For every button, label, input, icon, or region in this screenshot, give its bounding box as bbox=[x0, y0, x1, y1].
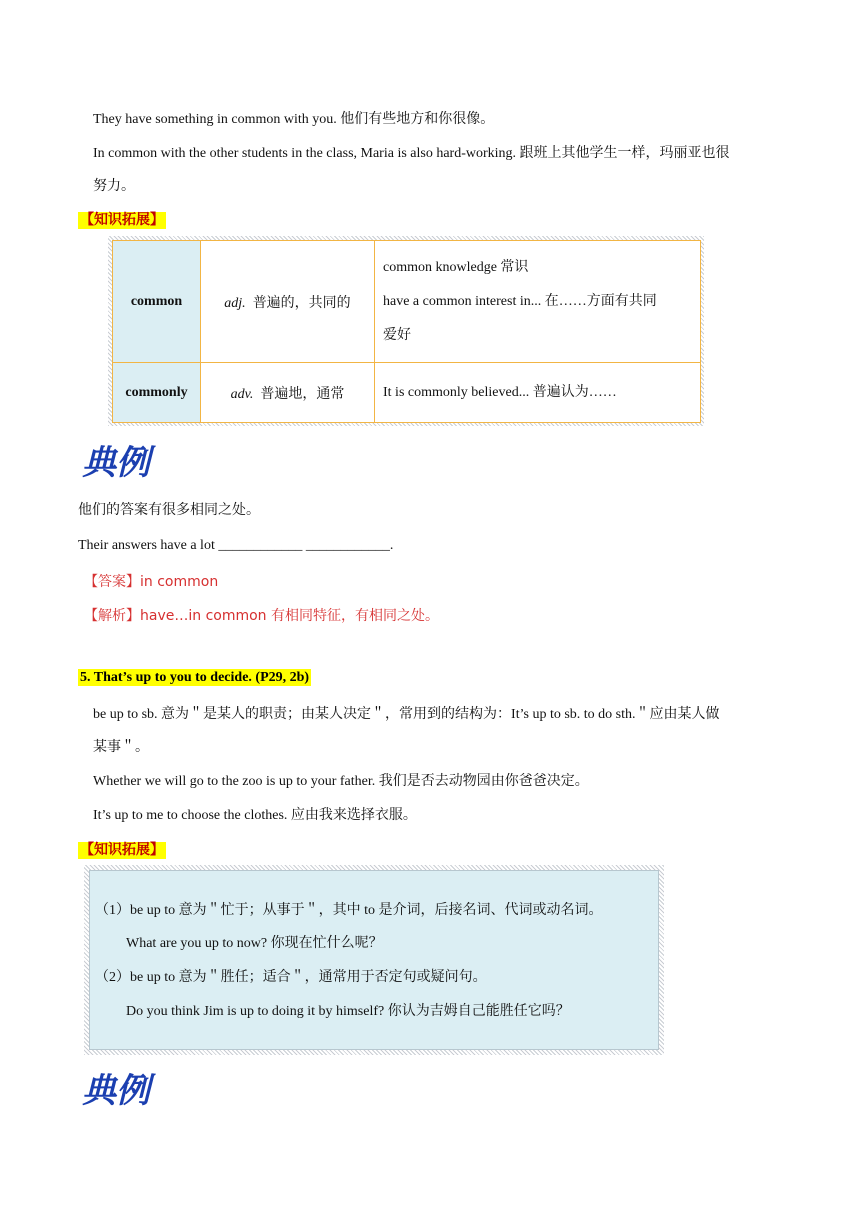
logo-text: 典例 bbox=[82, 443, 150, 482]
example-sentence: It’s up to me to choose the clothes. 应由我来选择衣服。 bbox=[93, 808, 417, 823]
usage-example: What are you up to now? 你现在忙什么呢？ bbox=[126, 936, 383, 951]
usage-example: Do you think Jim is up to doing it by himself? 你认为吉姆自己能胜任它吗？ bbox=[126, 1004, 570, 1019]
example-sentence: In common with the other students in the class, Maria is also hard-working. 跟班上其他学生一样，玛丽亚也很 bbox=[93, 146, 730, 161]
exercise-sentence: Their answers have a lot ____________ ____________. bbox=[78, 538, 394, 553]
word-cell: common bbox=[113, 241, 201, 363]
meaning-text: 普遍的，共同的 bbox=[252, 295, 351, 311]
knowledge-table bbox=[112, 240, 701, 423]
meaning-cell bbox=[201, 241, 375, 363]
point-heading bbox=[78, 670, 311, 686]
part-of-speech: adj. bbox=[224, 295, 246, 311]
typical-example-logo bbox=[80, 440, 162, 482]
typical-example-logo bbox=[80, 1068, 162, 1110]
meaning-cell bbox=[201, 363, 375, 423]
word-cell: commonly bbox=[113, 363, 201, 423]
analysis-text: 【解析】have…in common 有相同特征，有相同之处。 bbox=[84, 608, 439, 624]
explanation-text: be up to sb. 意为＂是某人的职责；由某人决定＂，常用到的结构为：It’s up to sb. to do sth.＂应由某人做 bbox=[93, 707, 720, 722]
usage-point: （2）be up to 意为＂胜任；适合＂，通常用于否定句或疑问句。 bbox=[95, 970, 487, 985]
example-phrase: have a common interest in... 在……方面有共同 bbox=[383, 293, 657, 309]
knowledge-box-frame bbox=[84, 865, 664, 1055]
examples-cell bbox=[375, 241, 701, 363]
examples-cell bbox=[375, 363, 701, 423]
knowledge-box bbox=[89, 870, 659, 1050]
example-phrase: 爱好 bbox=[383, 327, 411, 343]
knowledge-table-frame bbox=[108, 236, 704, 426]
table-row bbox=[113, 241, 701, 363]
example-sentence: They have something in common with you. 他们有些地方和你很像。 bbox=[93, 112, 495, 127]
logo-text: 典例 bbox=[82, 1071, 150, 1110]
example-phrase: common knowledge 常识 bbox=[383, 259, 529, 275]
answer-text: 【答案】in common bbox=[84, 574, 219, 590]
table-row bbox=[113, 363, 701, 423]
example-sentence-continued: 努力。 bbox=[93, 179, 135, 194]
part-of-speech: adv. bbox=[230, 386, 254, 402]
meaning-text: 普遍地，通常 bbox=[260, 386, 345, 402]
tag-label: 【知识拓展】 bbox=[80, 843, 164, 858]
usage-point: （1）be up to 意为＂忙于；从事于＂，其中 to 是介词，后接名词、代词或动名词。 bbox=[95, 903, 603, 918]
knowledge-extension-tag bbox=[78, 209, 166, 229]
tag-label: 【知识拓展】 bbox=[80, 213, 164, 228]
explanation-text-continued: 某事＂。 bbox=[93, 740, 149, 755]
knowledge-extension-tag bbox=[78, 839, 166, 859]
example-phrase: It is commonly believed... 普遍认为…… bbox=[383, 384, 617, 400]
exercise-prompt: 他们的答案有很多相同之处。 bbox=[78, 503, 260, 518]
point-heading-text: 5. That’s up to you to decide. (P29, 2b) bbox=[80, 670, 310, 685]
example-sentence: Whether we will go to the zoo is up to your father. 我们是否去动物园由你爸爸决定。 bbox=[93, 774, 589, 789]
